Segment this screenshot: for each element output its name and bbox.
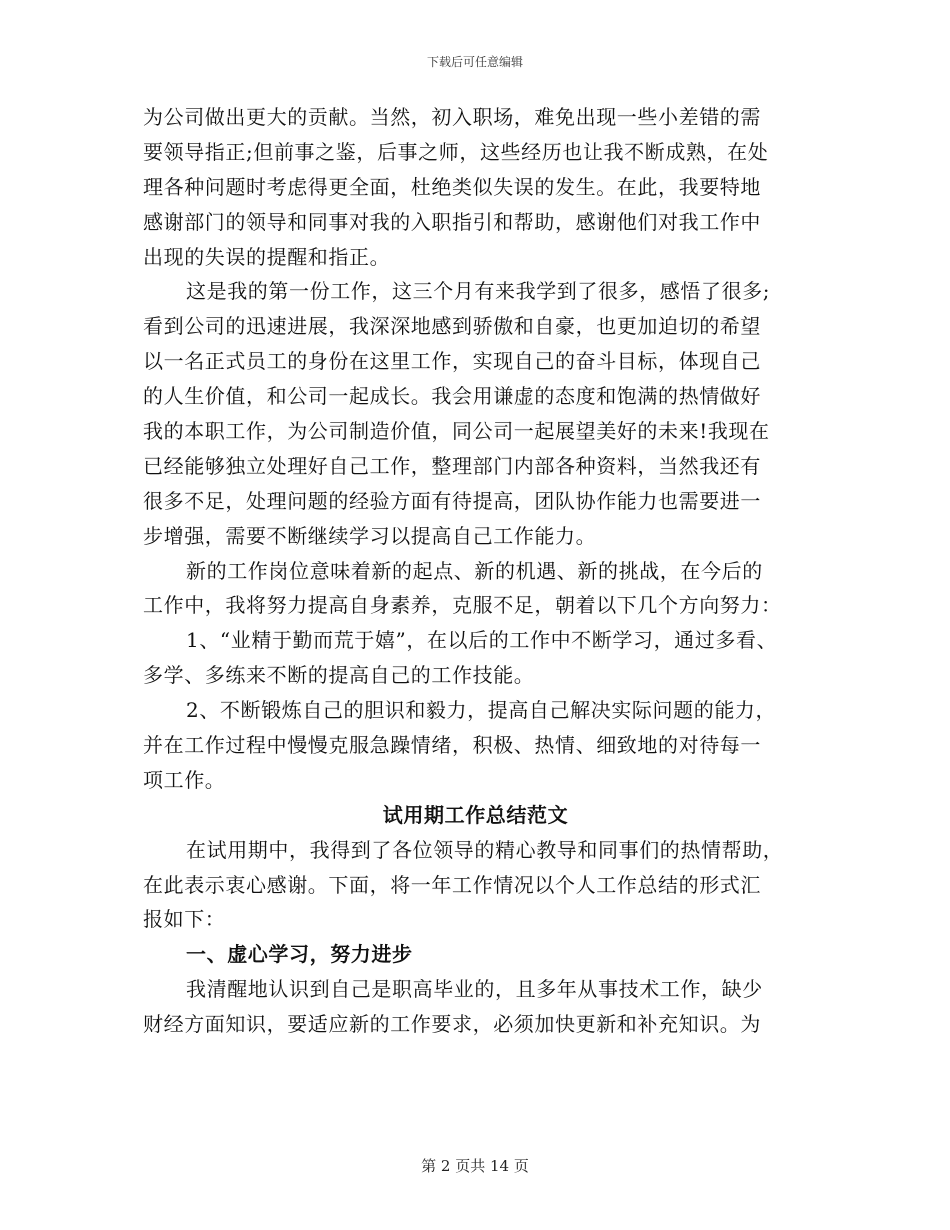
list-item-2-line: 2、不断锻炼自己的胆识和毅力，提高自己解决实际问题的能力， [186,698,777,723]
list-item-2-line: 并在工作过程中慢慢克服急躁情绪，积极、热情、细致地的对待每一 [143,733,761,758]
paragraph-2-line: 我的本职工作，为公司制造价值，同公司一起展望美好的未来!我现在 [143,419,770,444]
paragraph-7-line: 财经方面知识，要适应新的工作要求，必须加快更新和补充知识。为 [143,1012,761,1037]
paragraph-2-line: 很多不足，处理问题的经验方面有待提高，团队协作能力也需要进一 [143,488,761,513]
paragraph-6-line: 在试用期中，我得到了各位领导的精心教导和同事们的热情帮助， [186,837,784,862]
paragraph-2-line: 看到公司的迅速进展，我深深地感到骄傲和自豪，也更加迫切的希望 [143,314,761,339]
paragraph-6-line: 在此表示衷心感谢。下面，将一年工作情况以个人工作总结的形式汇 [143,872,761,897]
subheading-1: 一、虚心学习，努力进步 [186,942,413,967]
page-footer: 第 2 页共 14 页 [421,1157,529,1175]
paragraph-2-line: 这是我的第一份工作，这三个月有来我学到了很多，感悟了很多; [186,279,771,304]
section-title: 试用期工作总结范文 [382,802,569,827]
paragraph-2-line: 以一名正式员工的身份在这里工作，实现自己的奋斗目标，体现自己 [143,349,761,374]
paragraph-2-line: 的人生价值，和公司一起成长。我会用谦虚的态度和饱满的热情做好 [143,384,761,409]
paragraph-1-line: 要领导指正;但前事之鉴，后事之师，这些经历也让我不断成熟，在处 [143,139,769,164]
list-item-1-line: 1、“业精于勤而荒于嬉”，在以后的工作中不断学习，通过多看、 [186,628,778,653]
paragraph-1-line: 出现的失误的提醒和指正。 [143,244,391,269]
paragraph-7-line: 我清醒地认识到自己是职高毕业的，且多年从事技术工作，缺少 [186,977,763,1002]
paragraph-3-line: 新的工作岗位意味着新的起点、新的机遇、新的挑战，在今后的 [186,558,763,583]
paragraph-1-line: 感谢部门的领导和同事对我的入职指引和帮助，感谢他们对我工作中 [143,209,761,234]
list-item-1-line: 多学、多练来不断的提高自己的工作技能。 [143,663,535,688]
paragraph-2-line: 步增强，需要不断继续学习以提高自己工作能力。 [143,523,597,548]
paragraph-1-line: 理各种问题时考虑得更全面，杜绝类似失误的发生。在此，我要特地 [143,174,761,199]
paragraph-2-line: 已经能够独立处理好自己工作，整理部门内部各种资料，当然我还有 [143,453,761,478]
list-item-2-line: 项工作。 [143,767,226,792]
paragraph-6-line: 报如下： [143,907,226,932]
paragraph-1-line: 为公司做出更大的贡献。当然，初入职场，难免出现一些小差错的需 [143,105,761,129]
paragraph-3-line: 工作中，我将努力提高自身素养，克服不足，朝着以下几个方向努力： [143,593,782,618]
document-body [143,100,808,1042]
page-header: 下载后可任意编辑 [426,55,523,69]
